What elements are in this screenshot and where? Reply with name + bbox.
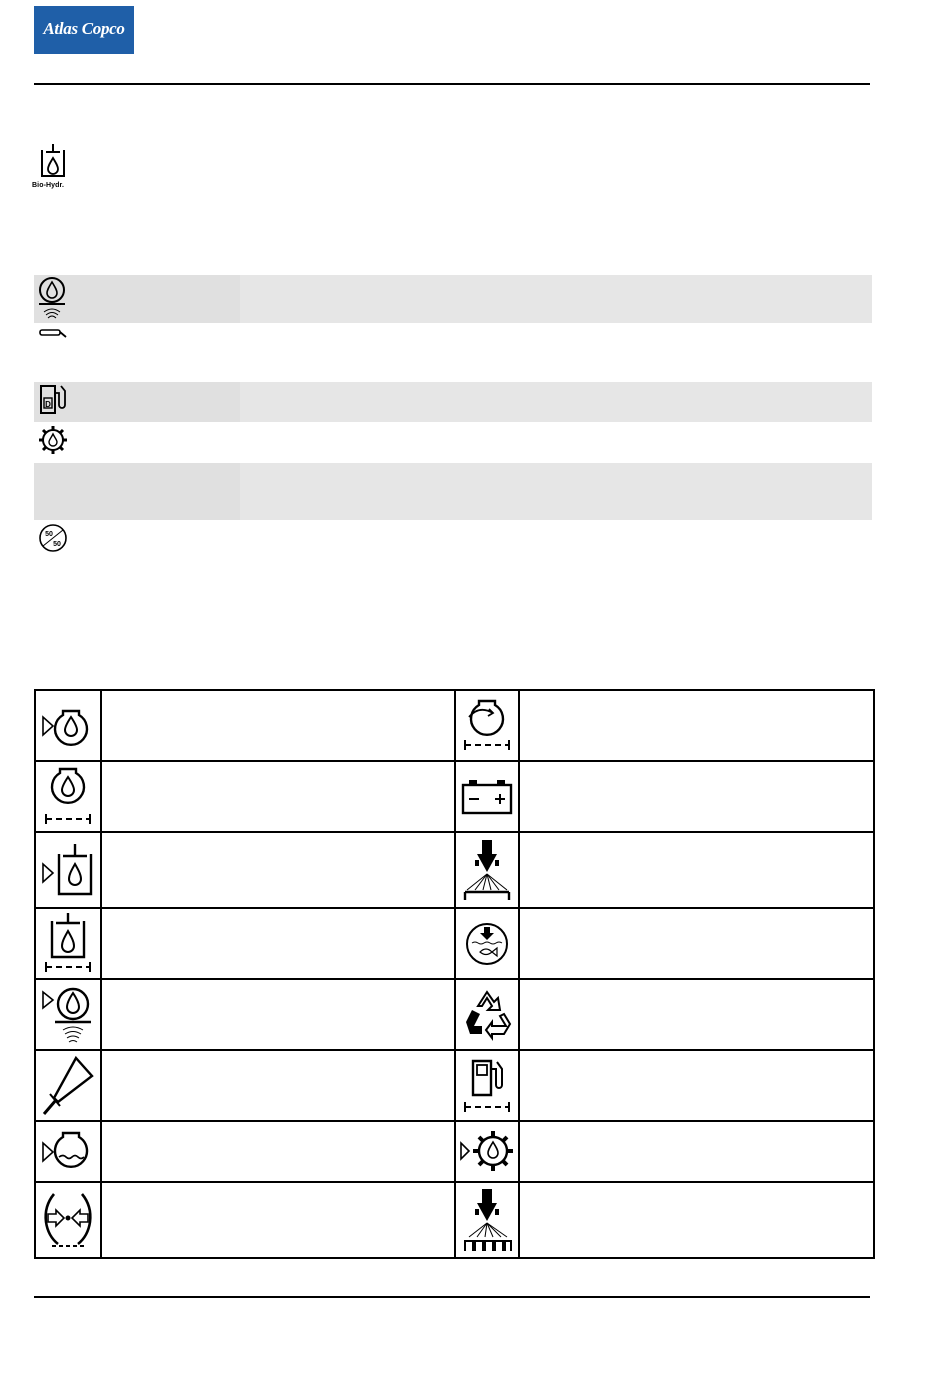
sprinkler-spray-icon xyxy=(461,838,513,902)
table-text-cell xyxy=(519,1121,874,1182)
legend-row-blank xyxy=(34,463,872,520)
legend-row-oil xyxy=(34,275,872,323)
table-icon-cell xyxy=(455,1182,519,1258)
header-rule xyxy=(34,83,870,85)
table-icon-cell xyxy=(455,832,519,908)
table-text-cell xyxy=(519,979,874,1050)
check-engine-oil-icon xyxy=(39,701,97,751)
grease-gun-icon xyxy=(38,326,70,340)
table-text-cell xyxy=(101,1182,455,1258)
table-text-cell xyxy=(101,761,455,832)
table-icon-cell xyxy=(35,908,101,979)
table-row xyxy=(35,1050,874,1121)
diesel-fuel-pump-icon xyxy=(38,383,68,415)
table-text-cell xyxy=(519,690,874,761)
atlas-copco-logo xyxy=(34,6,134,54)
environmental-water-icon xyxy=(462,921,512,967)
tire-pressure-icon xyxy=(40,1188,96,1252)
table-text-cell xyxy=(101,908,455,979)
table-text-cell xyxy=(101,979,455,1050)
table-icon-cell xyxy=(35,1050,101,1121)
table-text-cell xyxy=(519,761,874,832)
table-icon-cell xyxy=(35,690,101,761)
table-icon-cell xyxy=(35,832,101,908)
table-row xyxy=(35,908,874,979)
footer-rule xyxy=(34,1296,870,1298)
table-text-cell xyxy=(519,1182,874,1258)
table-text-cell xyxy=(101,690,455,761)
table-icon-cell xyxy=(455,1121,519,1182)
table-text-cell xyxy=(101,1121,455,1182)
coolant-ratio-bottom: 50 xyxy=(53,541,61,548)
svg-text:D: D xyxy=(45,400,51,409)
bio-hydr-label: Bio-Hydr. xyxy=(32,182,65,189)
check-hydraulic-oil-icon xyxy=(39,842,97,898)
table-row xyxy=(35,832,874,908)
coolant-50-50-icon xyxy=(37,523,69,553)
check-vibration-oil-icon xyxy=(39,984,97,1046)
table-icon-cell xyxy=(455,690,519,761)
battery-icon xyxy=(459,777,515,817)
table-text-cell xyxy=(519,908,874,979)
check-gear-oil-icon xyxy=(459,1129,515,1175)
table-row xyxy=(35,979,874,1050)
check-coolant-icon xyxy=(39,1127,97,1177)
table-text-cell xyxy=(101,832,455,908)
table-icon-cell xyxy=(455,761,519,832)
table-icon-cell xyxy=(35,1121,101,1182)
drain-hydraulic-oil-icon xyxy=(40,911,96,977)
table-text-cell xyxy=(101,1050,455,1121)
table-row xyxy=(35,1182,874,1258)
symbol-table xyxy=(34,689,875,1259)
table-text-cell xyxy=(519,1050,874,1121)
sprinkler-nozzles-icon xyxy=(461,1187,513,1253)
table-icon-cell xyxy=(455,1050,519,1121)
oil-drop-ground-icon xyxy=(36,276,68,320)
table-icon-cell xyxy=(455,979,519,1050)
drain-fuel-icon xyxy=(459,1055,515,1117)
table-icon-cell xyxy=(455,908,519,979)
legend-row-fuel xyxy=(34,382,872,422)
change-engine-oil-icon xyxy=(459,695,515,757)
table-icon-cell xyxy=(35,1182,101,1258)
recycle-icon xyxy=(460,988,514,1042)
table-icon-cell xyxy=(35,979,101,1050)
logo-text: Atlas Copco xyxy=(43,19,125,38)
table-icon-cell xyxy=(35,761,101,832)
drain-engine-oil-icon xyxy=(40,765,96,829)
table-row xyxy=(35,761,874,832)
bio-hydraulic-oil-icon xyxy=(38,142,68,182)
coolant-ratio-top: 50 xyxy=(45,531,53,538)
grease-gun-icon xyxy=(40,1054,96,1118)
gear-oil-icon xyxy=(38,425,68,455)
table-text-cell xyxy=(519,832,874,908)
table-row xyxy=(35,1121,874,1182)
table-row xyxy=(35,690,874,761)
